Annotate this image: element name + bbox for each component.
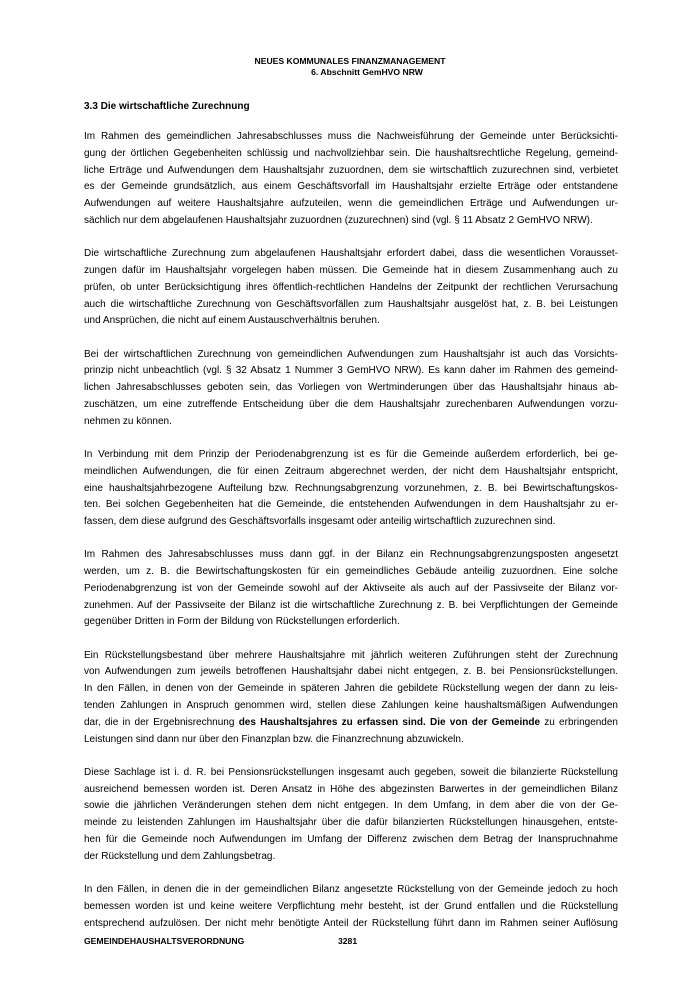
text-line: gegenüber Dritten in Form der Bildung von Rückstellungen erforderlich. [84,616,400,628]
text-line: von Aufwendungen zum jeweils betroffenen Haushaltsjahr dabei nicht entgegen, z. B. bei Pensionsrückstellungen. [84,666,618,678]
text-line: auch die wirtschaftliche Zurechnung von Geschäftsvorfällen zum Haushaltsjahr ausgelöst hat, z. B. bei Leistungen [84,298,618,310]
page-number: 3281 [338,936,358,946]
paragraph-7 [84,765,618,866]
text-line: sächlich nur dem abgelaufenen Haushaltsjahr zuzuordnen (zuzurechnen) sind (vgl. § 11 Absatz 2 GemHVO NRW). [84,214,593,226]
header-title: NEUES KOMMUNALES FINANZMANAGEMENT [254,56,446,66]
text-line: zunehmen. Auf der Passivseite der Bilanz ist die wirtschaftliche Zurechnung z. B. bei Verpflichtungen der Gemeinde [84,599,618,611]
text-line: Im Rahmen des gemeindlichen Jahresabschlusses muss die Nachweisführung der Gemeinde unter Berücksichti- [84,131,618,142]
text-line: der Rückstellung und dem Zahlungsbetrag. [84,850,276,862]
text-line: gung der örtlichen Gegebenheiten schlüssig und nachvollziehbar sein. Die haushaltsrechtliche Regelung, gemeind- [84,147,618,159]
text-line: ten. Bei solchen Gegebenheiten hat die Gemeinde, die entstehenden Aufwendungen in dem Haushaltsjahr zu er- [84,499,618,511]
text-line: Bei der wirtschaftlichen Zurechnung von gemeindlichen Aufwendungen zum Haushaltsjahr ist auch das Vorsichts- [84,348,618,360]
text-line: Im Rahmen des Jahresabschlusses muss dann ggf. in der Bilanz ein Rechnungsabgrenzungsposten angesetzt [84,549,618,561]
text-line: bemessen worden ist und keine weitere Verpflichtung mehr besteht, ist der Grund entfallen und die Rückstellung [84,900,618,912]
text-line: Die wirtschaftliche Zurechnung zum abgelaufenen Haushaltsjahr erfordert dabei, dass die wesentlichen Vorausset- [84,248,618,260]
paragraph-4 [84,447,618,531]
text-line: zuschätzen, um eine zutreffende Entscheidung über die dem Haushaltsjahr zurechenbaren Aufwendungen vorzu- [84,398,618,410]
header-subtitle: 6. Abschnitt GemHVO NRW [311,66,423,77]
page-header [0,56,700,77]
text-line: ausreichend bemessen worden ist. Deren Ansatz in Höhe des abgezinsten Barwertes in der gemeindlichen Bilanz [84,783,618,795]
text-line: In Verbindung mit dem Prinzip der Periodenabgrenzung ist es für die Gemeinde außerdem erforderlich, bei ge- [84,448,618,460]
text-line: es der Gemeinde grundsätzlich, aus einem Geschäftsvorfall im Haushaltsjahr erzielte Erträge oder entstandene [84,181,618,193]
paragraph-5 [84,547,618,631]
text-line: prüfen, ob unter Berücksichtigung ihres öffentlich-rechtlichen Handelns der Zeitpunkt der rechtlichen Verursachung [84,281,618,293]
text-line: tenden Zahlungen in Anspruch genommen wird, stellen diese Zahlungen keine haushaltsmäßigen Aufwendungen [84,700,618,712]
paragraph-8 [84,882,618,932]
text-line: eine haushaltsjahrbezogene Aufteilung bzw. Rechnungsabgrenzung vorzunehmen, z. B. bei Bewirtschaftungskos- [84,482,618,494]
text-line: entsprechend aufzulösen. Der nicht mehr benötigte Anteil der Rückstellung führt dann im Rahmen seiner Auflösung [84,917,618,929]
paragraph-6 [84,648,618,749]
text-line: Ein Rückstellungsbestand über mehrere Haushaltsjahre mit jährlich weiteren Zuführungen steht der Zurechnung [84,649,618,661]
text-line: Leistungen sind dann nur über den Finanzplan bzw. die Finanzrechnung abzuwickeln. [84,733,464,745]
text-line: nehmen zu können. [84,415,172,427]
text-line: fassen, dem diese aufgrund des Geschäftsvorfalls insgesamt oder anteilig wirtschaftlich zuzurechnen sind. [84,516,556,528]
text-line: liche Erträge und Aufwendungen dem Haushaltsjahr zuzuordnen, dem sie wirtschaftlich zuzurechnen sind, verbietet [84,164,618,176]
text-line: und Ansprüchen, die nicht auf einem Austauschverhältnis beruhen. [84,315,380,327]
paragraph-2 [84,246,618,330]
bold-text-run: des Haushaltsjahres zu erfassen sind. Die von der Gemeinde [238,716,540,728]
text-run: zu erbringenden [540,716,618,728]
text-line: Aufwendungen auf weitere Haushaltsjahre aufzuteilen, wenn die gemeindlichen Erträge und Aufwendungen ur- [84,198,618,210]
body-text [84,129,618,949]
text-line: prinzip nicht unbeachtlich (vgl. § 32 Absatz 1 Nummer 3 GemHVO NRW). Es kann daher im Rahmen des gemeind- [84,365,618,377]
text-line: Diese Sachlage ist i. d. R. bei Pensionsrückstellungen insgesamt auch gegeben, soweit die bilanzierte Rückstellung [84,766,618,778]
text-line: hen für die Gemeinde noch Aufwendungen im Umfang der Differenz zwischen dem Betrag der Inanspruchnahme [84,834,618,846]
text-line: werden, um z. B. die Bewirtschaftungskosten für ein gemeindliches Gebäude anteilig zuzuordnen. Eine solche [84,566,618,578]
text-line-mixed [84,715,618,732]
footer-title: GEMEINDEHAUSHALTSVERORDNUNG [84,936,245,946]
text-line: zungen dafür im Haushaltsjahr vorgelegen haben müssen. Die Gemeinde hat in diesem Zusammenhang auch zu [84,264,618,276]
text-line: lichen Jahresabschlusses geboten sein, das Vorliegen von Wertminderungen über das Haushaltsjahr hinaus ab- [84,382,618,394]
text-line: meinde zu leistenden Zahlungen im Haushaltsjahr über die dafür bilanzierten Rückstellungen hinausgehen, entste- [84,817,618,829]
paragraph-3 [84,347,618,431]
text-run: dar, die in der Ergebnisrechnung [84,716,239,728]
text-line: Periodenabgrenzung ist von der Gemeinde sowohl auf der Aktivseite als auch auf der Passivseite der Bilanz vor- [84,582,618,594]
text-line: sowie die jährlichen Veränderungen stehen dem nicht entgegen. In dem Umfang, in dem aber die von der Ge- [84,800,618,812]
text-line: meindlichen Aufwendungen, die für einen Zeitraum abgerechnet werden, der nicht dem Haushaltsjahr entspricht, [84,465,618,477]
section-heading: 3.3 Die wirtschaftliche Zurechnung [84,101,250,112]
paragraph-1 [84,129,618,230]
text-line: In den Fällen, in denen von der Gemeinde in späteren Jahren die gebildete Rückstellung wegen der dann zu leis- [84,683,618,695]
text-line: In den Fällen, in denen die in der gemeindlichen Bilanz angesetzte Rückstellung von der Gemeinde jedoch zu hoch [84,884,618,896]
